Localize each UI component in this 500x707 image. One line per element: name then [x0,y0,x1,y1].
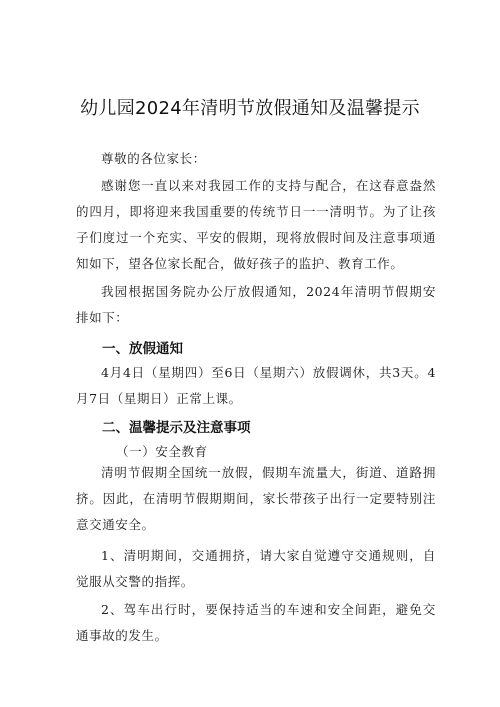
section2-heading: 二、温馨提示及注意事项 [102,420,251,436]
salutation [76,146,436,172]
section2-subheading: （一）安全教育 [116,444,208,459]
section1-heading: 一、放假通知 [102,341,183,357]
tip-item-1: 1、清明期间，交通拥挤，请大家自觉遵守交通规则，自觉服从交警的指挥。 [76,548,436,589]
arrangement-paragraph: 我园根据国务院办公厅放假通知，2024年清明节假期安排如下： [76,284,436,325]
section1-text: 4月4日（星期四）至6日（星期六）放假调休，共3天。4月7日（星期日）正常上课。 [76,365,436,406]
intro-paragraph: 感谢您一直以来对我园工作的支持与配合，在这春意盎然的四月，即将迎来我国重要的传统节日一一清明节。为了让孩子们度过一个充实、平安的假期，现将放假时间及注意事项通知如下，望各位家长配合，做好孩子的监护、教育工作。 [76,178,436,271]
salutation-text: 尊敬的各位家长： [101,151,206,166]
document-title: 幼儿园2024年清明节放假通知及温馨提示 [80,98,420,119]
section2-text: 清明节假期全国统一放假，假期车流量大，街道、道路拥挤。因此，在清明节假期期间，家长带孩子出行一定要特别注意交通安全。 [76,465,436,532]
tip-item-2: 2、驾车出行时，要保持适当的车速和安全间距，避免交通事故的发生。 [76,602,436,643]
